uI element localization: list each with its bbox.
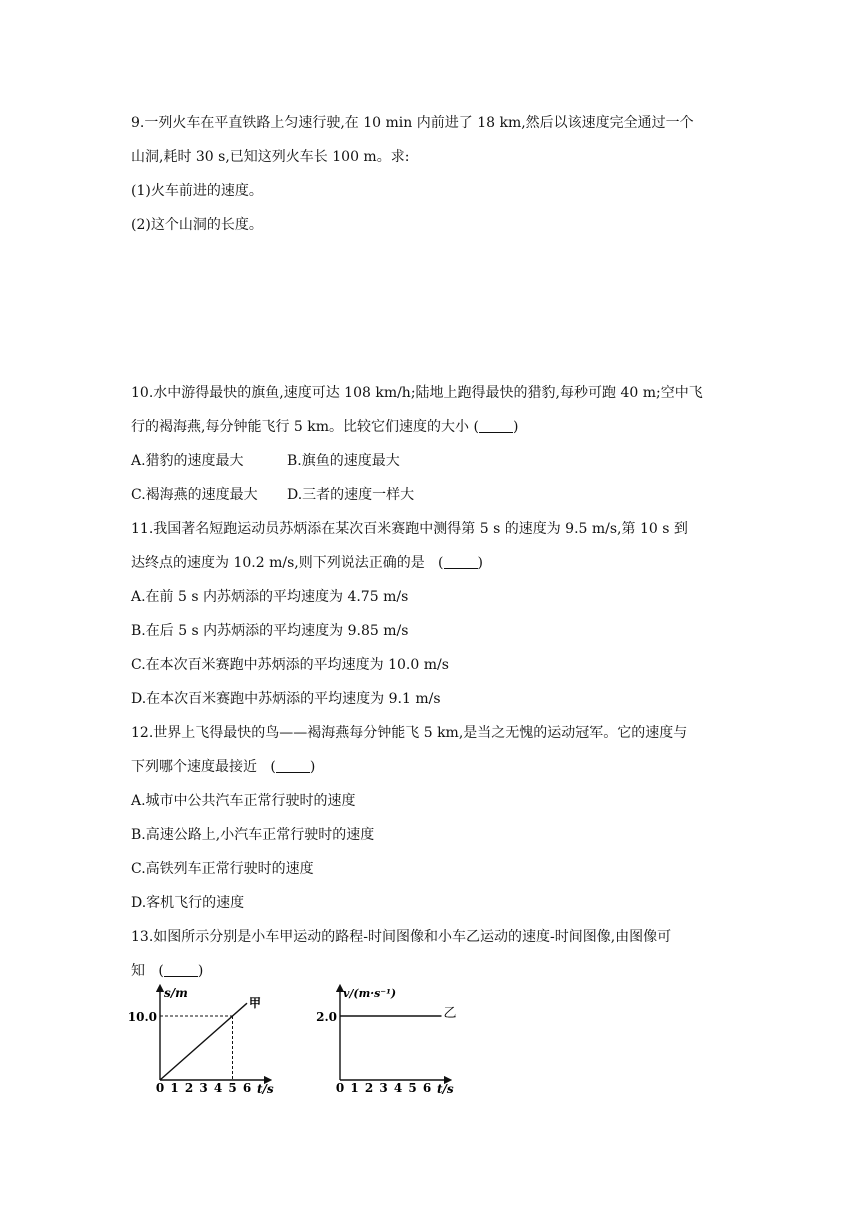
q10-line2 — [131, 417, 518, 437]
q12-line2 — [131, 757, 315, 777]
series-label-jia: 甲 — [249, 996, 262, 1011]
x-tick-label: 0 — [335, 1081, 345, 1095]
x-axis-label: t/s — [437, 1082, 454, 1096]
q11-option-b: B.在后 5 s 内苏炳添的平均速度为 9.85 m/s — [131, 623, 409, 639]
q13-stem: 知 ( — [131, 963, 164, 979]
x-tick-label: 6 — [242, 1081, 252, 1095]
q11-close: ) — [477, 555, 483, 571]
x-tick-label: 3 — [379, 1081, 388, 1095]
q9-part2: (2)这个山洞的长度。 — [131, 217, 263, 233]
answer-blank — [164, 962, 198, 977]
q11-option-c: C.在本次百米赛跑中苏炳添的平均速度为 10.0 m/s — [131, 657, 449, 673]
q13-line1: 13.如图所示分别是小车甲运动的路程-时间图像和小车乙运动的速度-时间图像,由图像可 — [131, 929, 672, 945]
q10-line1: 10.水中游得最快的旗鱼,速度可达 108 km/h;陆地上跑得最快的猎豹,每秒可跑 40 m;空中飞 — [131, 385, 703, 401]
q9-part1: (1)火车前进的速度。 — [131, 183, 263, 199]
x-tick-label: 1 — [350, 1081, 359, 1095]
q12-option-c: C.高铁列车正常行驶时的速度 — [131, 861, 314, 877]
x-axis-label: t/s — [257, 1082, 274, 1096]
q11-line1: 11.我国著名短跑运动员苏炳添在某次百米赛跑中测得第 5 s 的速度为 9.5 m/s,第 10 s 到 — [131, 521, 688, 537]
x-tick-label: 6 — [422, 1081, 432, 1095]
velocity-time-graph — [316, 980, 470, 1096]
x-tick-label: 5 — [408, 1081, 417, 1095]
distance-time-graph — [127, 980, 290, 1096]
x-tick-labels — [156, 1081, 251, 1095]
q10-stem: 行的褐海燕,每分钟能飞行 5 km。比较它们速度的大小 ( — [131, 419, 479, 435]
series-line-jia — [160, 1003, 247, 1080]
x-tick-label: 5 — [228, 1081, 237, 1095]
x-tick-label: 4 — [213, 1081, 223, 1095]
q10-option-b: B.旗鱼的速度最大 — [287, 453, 400, 469]
q11-line2 — [131, 553, 483, 573]
q12-option-b: B.高速公路上,小汽车正常行驶时的速度 — [131, 827, 375, 843]
q11-option-a: A.在前 5 s 内苏炳添的平均速度为 4.75 m/s — [131, 589, 409, 605]
q11-stem: 达终点的速度为 10.2 m/s,则下列说法正确的是 ( — [131, 555, 444, 571]
x-tick-label: 3 — [199, 1081, 208, 1095]
q12-option-a: A.城市中公共汽车正常行驶时的速度 — [131, 793, 356, 809]
x-tick-labels — [336, 1081, 431, 1095]
y-axis-label: s/m — [164, 986, 188, 1000]
q13-line2 — [131, 961, 203, 981]
q11-option-d: D.在本次百米赛跑中苏炳添的平均速度为 9.1 m/s — [131, 691, 441, 707]
x-tick-label: 2 — [364, 1081, 374, 1095]
y-axis-label: v/(m·s⁻¹) — [343, 987, 397, 1000]
q10-option-a: A.猎豹的速度最大 — [131, 453, 244, 469]
answer-blank — [479, 418, 513, 433]
q12-stem: 下列哪个速度最接近 ( — [131, 759, 276, 775]
q13-close: ) — [197, 963, 204, 979]
answer-blank — [444, 554, 478, 569]
q9-line2: 山洞,耗时 30 s,已知这列火车长 100 m。求: — [131, 149, 410, 165]
series-label-yi: 乙 — [443, 1006, 457, 1021]
x-tick-label: 4 — [393, 1081, 403, 1095]
q9-line1: 9.一列火车在平直铁路上匀速行驶,在 10 min 内前进了 18 km,然后以该速度完全通过一个 — [131, 115, 694, 131]
q12-option-d: D.客机飞行的速度 — [131, 895, 245, 911]
q10-close: ) — [512, 419, 519, 435]
x-tick-label: 1 — [170, 1081, 179, 1095]
answer-blank — [276, 758, 310, 773]
q12-line1: 12.世界上飞得最快的鸟——褐海燕每分钟能飞 5 km,是当之无愧的运动冠军。它的速度与 — [131, 725, 688, 741]
x-tick-label: 0 — [155, 1081, 165, 1095]
x-tick-label: 2 — [184, 1081, 194, 1095]
q10-option-c: C.褐海燕的速度最大 — [131, 487, 258, 503]
y-marked-label: 10.0 — [127, 1010, 157, 1024]
q10-option-d: D.三者的速度一样大 — [287, 487, 415, 503]
q12-close: ) — [309, 759, 316, 775]
y-marked-label: 2.0 — [316, 1010, 337, 1024]
